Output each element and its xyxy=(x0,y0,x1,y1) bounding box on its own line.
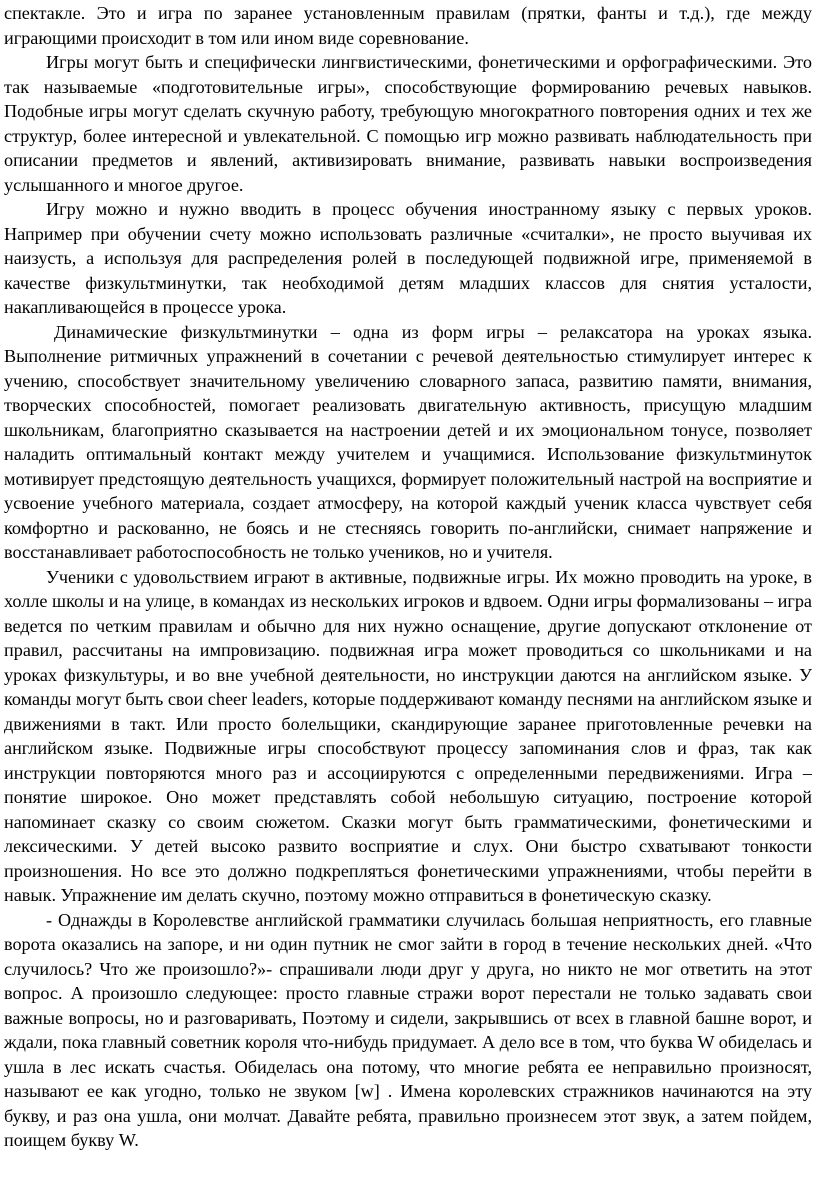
paragraph-physical-breaks: Динамические физкультминутки – одна из форм игры – релаксатора на уроках языка. Выполнение ритмичных упражнений в сочетании с речевой деятельностью стимулирует интерес к учению, способствует значительному увеличению словарного запаса, развитию памяти, внимания, творческих способностей, помогает реализовать двигательную активность, присущую младшим школьникам, благоприятно сказывается на настроении детей и их эмоциональном тонусе, позволяет наладить оптимальный контакт между учителем и учащимися. Использование физкультминуток мотивирует предстоящую деятельность учащихся, формирует положительный настрой на восприятие и усвоение учебного материала, создает атмосферу, на которой каждый ученик класса чувствует себя комфортно и раскованно, не боясь и не стесняясь говорить по-английски, снимает напряжение и восстанавливает работоспособность не только учеников, но и учителя. xyxy=(4,321,812,562)
paragraph-continuation: спектакле. Это и игра по заранее установленным правилам (прятки, фанты и т.д.), где между играющими происходит в том или ином виде соревнование. xyxy=(4,3,812,48)
paragraph-linguistic-games: Игры могут быть и специфически лингвистическими, фонетическими и орфографическими. Это так называемые «подготовительные игры», способствующие формированию речевых навыков. Подобные игры могут сделать скучную работу, требующую многократного повторения одних и тех же структур, более интересной и увлекательной. С помощью игр можно развивать наблюдательность при описании предметов и явлений, активизировать внимание, развивать навыки воспроизведения услышанного и многое другое. xyxy=(4,52,812,195)
paragraph-fairy-tale: - Однажды в Королевстве английской грамматики случилась большая неприятность, его главные ворота оказались на запоре, и ни один путник не смог зайти в город в течение нескольких дней. «Что случилось? Что же произошло?»- спрашивали люди друг у друга, но никто не мог ответить на этот вопрос. А произошло следующее: просто главные стражи ворот перестали не только задавать свои важные вопросы, но и разговаривать, Поэтому и сидели, закрывшись от всех в главной башне ворот, и ждали, пока главный советник короля что-нибудь придумает. А дело все в том, что буква W обиделась и ушла в лес искать счастья. Обиделась она потому, что многие ребята ее неправильно произносят, называют ее как угодно, только не звуком [w] . Имена королевских стражников начинаются на эту букву, и раз она ушла, они молчат. Давайте ребята, правильно произнесем этот звук, а затем пойдем, поищем букву W. xyxy=(4,909,812,1150)
paragraph-counting-rhymes: Игру можно и нужно вводить в процесс обучения иностранному языку с первых уроков. Например при обучении счету можно использовать различные «считалки», не просто выучивая их наизусть, а используя для распределения ролей в последующей подвижной игре, применяемой в качестве физкультминутки, так необходимой детям младших классов для снятия усталости, накапливающейся в процессе урока. xyxy=(4,199,812,317)
paragraph-active-games: Ученики с удовольствием играют в активные, подвижные игры. Их можно проводить на уроке, в холле школы и на улице, в командах из нескольких игроков и вдвоем. Одни игры формализованы – игра ведется по четким правилам и обычно для них нужно оснащение, другие допускают отклонение от правил, рассчитаны на импровизацию. подвижная игра может проводиться со школьниками и на уроках физкультуры, и во вне учебной деятельности, но инструкции даются на английском языке. У команды могут быть свои cheer leaders, которые поддерживают команду песнями на английском языке и движениями в такт. Или просто болельщики, скандирующие заранее приготовленные речевки на английском языке. Подвижные игры способствуют процессу запоминания слов и фраз, так как инструкции повторяются много раз и ассоциируются с определенными передвижениями. Игра – понятие широкое. Оно может представлять собой небольшую ситуацию, построение которой напоминает сказку со своим сюжетом. Сказки могут быть грамматическими, фонетическими и лексическими. У детей высоко развито восприятие и слух. Они быстро схватывают тонкости произношения. Но все это должно подкрепляться фонетическими упражнениями, чтобы перейти в навык. Упражнение им делать скучно, поэтому можно отправиться в фонетическую сказку. xyxy=(4,566,812,905)
